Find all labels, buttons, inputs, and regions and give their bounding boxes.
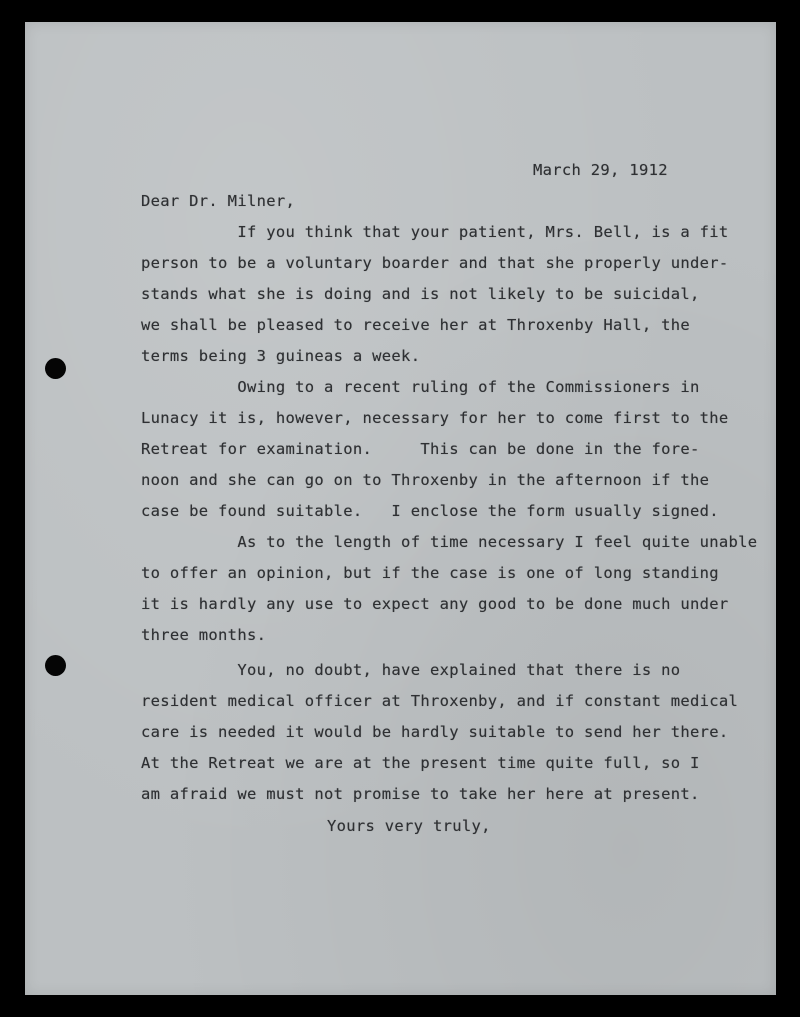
letter-line: You, no doubt, have explained that there is no [141,661,681,679]
letter-line: stands what she is doing and is not likely to be suicidal, [141,285,700,303]
letter-line: terms being 3 guineas a week. [141,347,421,365]
letter-closing: Yours very truly, [327,817,491,835]
letter-line: At the Retreat we are at the present time quite full, so I [141,754,700,772]
letter-line: person to be a voluntary boarder and that she properly under- [141,254,729,272]
letter-date: March 29, 1912 [533,161,668,179]
letter-line: it is hardly any use to expect any good to be done much under [141,595,729,613]
letter-line: As to the length of time necessary I feel quite unable [141,533,758,551]
letter-line: case be found suitable. I enclose the form usually signed. [141,502,719,520]
letter-salutation: Dear Dr. Milner, [141,192,296,210]
letter-line: noon and she can go on to Throxenby in the afternoon if the [141,471,710,489]
letter-line: Lunacy it is, however, necessary for her to come first to the [141,409,729,427]
letter-line: Retreat for examination. This can be done in the fore- [141,440,700,458]
letter-line: Owing to a recent ruling of the Commissioners in [141,378,700,396]
letter-line: am afraid we must not promise to take her here at present. [141,785,700,803]
letter-line: care is needed it would be hardly suitable to send her there. [141,723,729,741]
punch-hole-top [45,358,66,379]
letter-line: If you think that your patient, Mrs. Bell, is a fit [141,223,729,241]
punch-hole-bottom [45,655,66,676]
letter-line: three months. [141,626,267,644]
letter-line: we shall be pleased to receive her at Throxenby Hall, the [141,316,691,334]
letter-line: resident medical officer at Throxenby, and if constant medical [141,692,739,710]
letter-line: to offer an opinion, but if the case is one of long standing [141,564,719,582]
